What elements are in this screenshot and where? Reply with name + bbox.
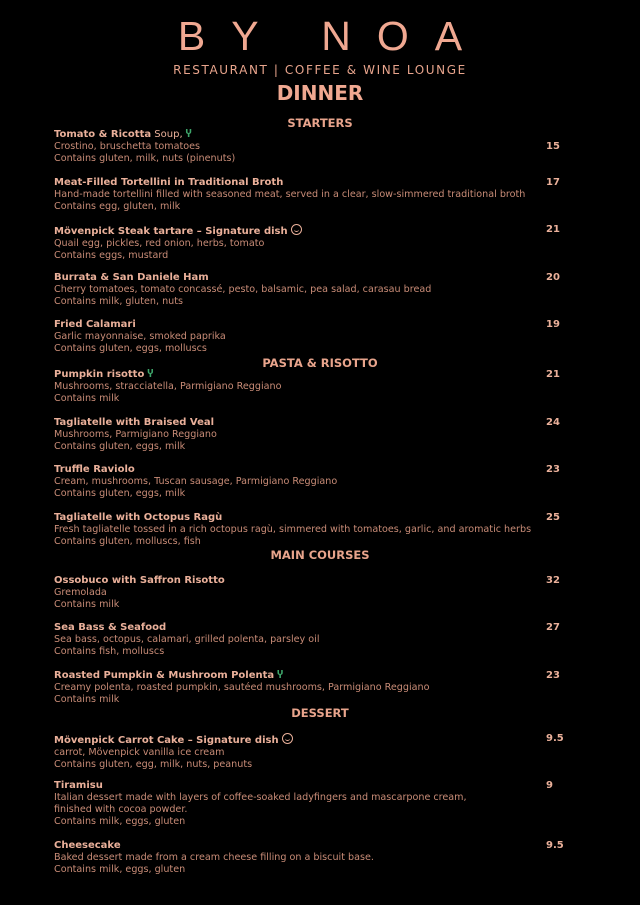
signature-dish-icon [291,224,302,235]
vegetarian-icon: Ⴤ [277,670,284,681]
menu-item [54,575,584,611]
item-name: Truffle Raviolo [54,464,135,475]
item-allergens: Contains gluten, egg, milk, nuts, peanuts [54,759,253,770]
item-allergens: Contains milk, eggs, gluten [54,816,186,827]
item-description: Cherry tomatoes, tomato concassé, pesto, balsamic, pea salad, carasau bread [54,284,432,295]
item-allergens: Contains gluten, eggs, milk [54,441,186,452]
item-price: 17 [546,177,560,188]
item-name: Roasted Pumpkin & Mushroom Polenta [54,670,275,681]
item-name: Tiramisu [54,780,103,791]
menu-item [54,840,584,876]
item-name: Ossobuco with Saffron Risotto [54,575,225,586]
item-price: 9.5 [546,840,564,851]
section-title-dessert: DESSERT [291,706,349,720]
item-description: Crostino, bruschetta tomatoes [54,141,200,152]
menu-item [54,780,584,828]
item-description: Italian dessert made with layers of coffee-soaked ladyfingers and mascarpone cream, [54,792,467,803]
menu-item [54,733,584,771]
item-allergens: Contains milk, gluten, nuts [54,296,184,307]
item-name: Sea Bass & Seafood [54,622,167,633]
item-price: 15 [546,141,560,152]
menu-item [54,319,584,355]
item-description-cont: finished with cocoa powder. [54,804,188,815]
item-price: 24 [546,417,560,428]
menu-item [54,464,584,500]
item-name: Tagliatelle with Octopus Ragù [54,512,223,523]
item-price: 25 [546,512,560,523]
item-allergens: Contains gluten, eggs, molluscs [54,343,207,354]
item-name-suffix: Soup, [151,129,183,140]
menu-item [54,177,584,213]
signature-dish-icon [282,733,293,744]
item-name: Pumpkin risotto [54,369,145,380]
item-description: Mushrooms, Parmigiano Reggiano [54,429,217,440]
item-allergens: Contains milk [54,599,120,610]
item-price: 21 [546,224,560,235]
menu-item [54,670,584,706]
item-allergens: Contains gluten, molluscs, fish [54,536,201,547]
menu-item [54,129,584,165]
item-allergens: Contains gluten, eggs, milk [54,488,186,499]
item-price: 27 [546,622,560,633]
item-price: 32 [546,575,560,586]
item-description: Mushrooms, stracciatella, Parmigiano Reggiano [54,381,282,392]
item-price: 20 [546,272,560,283]
menu-item [54,272,584,308]
item-description: carrot, Mövenpick vanilla ice cream [54,747,225,758]
item-description: Quail egg, pickles, red onion, herbs, tomato [54,238,265,249]
menu-item [54,622,584,658]
item-description: Cream, mushrooms, Tuscan sausage, Parmigiano Reggiano [54,476,338,487]
item-description: Fresh tagliatelle tossed in a rich octopus ragù, simmered with tomatoes, garlic, and aromatic herbs [54,524,532,535]
item-description: Garlic mayonnaise, smoked paprika [54,331,226,342]
item-price: 9 [546,780,553,791]
item-description: Creamy polenta, roasted pumpkin, sautéed mushrooms, Parmigiano Reggiano [54,682,430,693]
item-name: Tagliatelle with Braised Veal [54,417,215,428]
item-price: 9.5 [546,733,564,744]
page-title: DINNER [276,81,364,105]
item-price: 23 [546,464,560,475]
item-allergens: Contains fish, molluscs [54,646,165,657]
item-name: Tomato & Ricotta [54,129,152,140]
item-name: Cheesecake [54,840,121,851]
item-allergens: Contains eggs, mustard [54,250,169,261]
restaurant-tagline: RESTAURANT | COFFEE & WINE LOUNGE [173,63,467,77]
item-description: Sea bass, octopus, calamari, grilled polenta, parsley oil [54,634,320,645]
item-description: Hand-made tortellini filled with seasoned meat, served in a clear, slow-simmered traditional broth [54,189,526,200]
vegetarian-icon: Ⴤ [147,369,154,380]
item-name: Mövenpick Carrot Cake – Signature dish [54,735,279,746]
item-name: Mövenpick Steak tartare – Signature dish [54,226,288,237]
item-allergens: Contains milk [54,393,120,404]
item-name: Fried Calamari [54,319,136,330]
item-price: 23 [546,670,560,681]
section-title-main-courses: MAIN COURSES [270,548,370,562]
menu-item [54,369,584,405]
item-allergens: Contains gluten, milk, nuts (pinenuts) [54,153,236,164]
item-description: Baked dessert made from a cream cheese filling on a biscuit base. [54,852,374,863]
item-name: Meat-Filled Tortellini in Traditional Broth [54,177,284,188]
item-price: 19 [546,319,560,330]
vegetarian-icon: Ⴤ [185,129,192,140]
section-title-starters: STARTERS [287,116,353,130]
item-allergens: Contains milk, eggs, gluten [54,864,186,875]
item-price: 21 [546,369,560,380]
section-title-pasta: PASTA & RISOTTO [262,356,378,370]
menu-item [54,224,584,262]
item-allergens: Contains milk [54,694,120,705]
menu-item [54,417,584,453]
item-allergens: Contains egg, gluten, milk [54,201,181,212]
item-name: Burrata & San Daniele Ham [54,272,209,283]
menu-item [54,512,584,548]
item-description: Gremolada [54,587,107,598]
restaurant-logo: BY NOA [177,13,489,59]
